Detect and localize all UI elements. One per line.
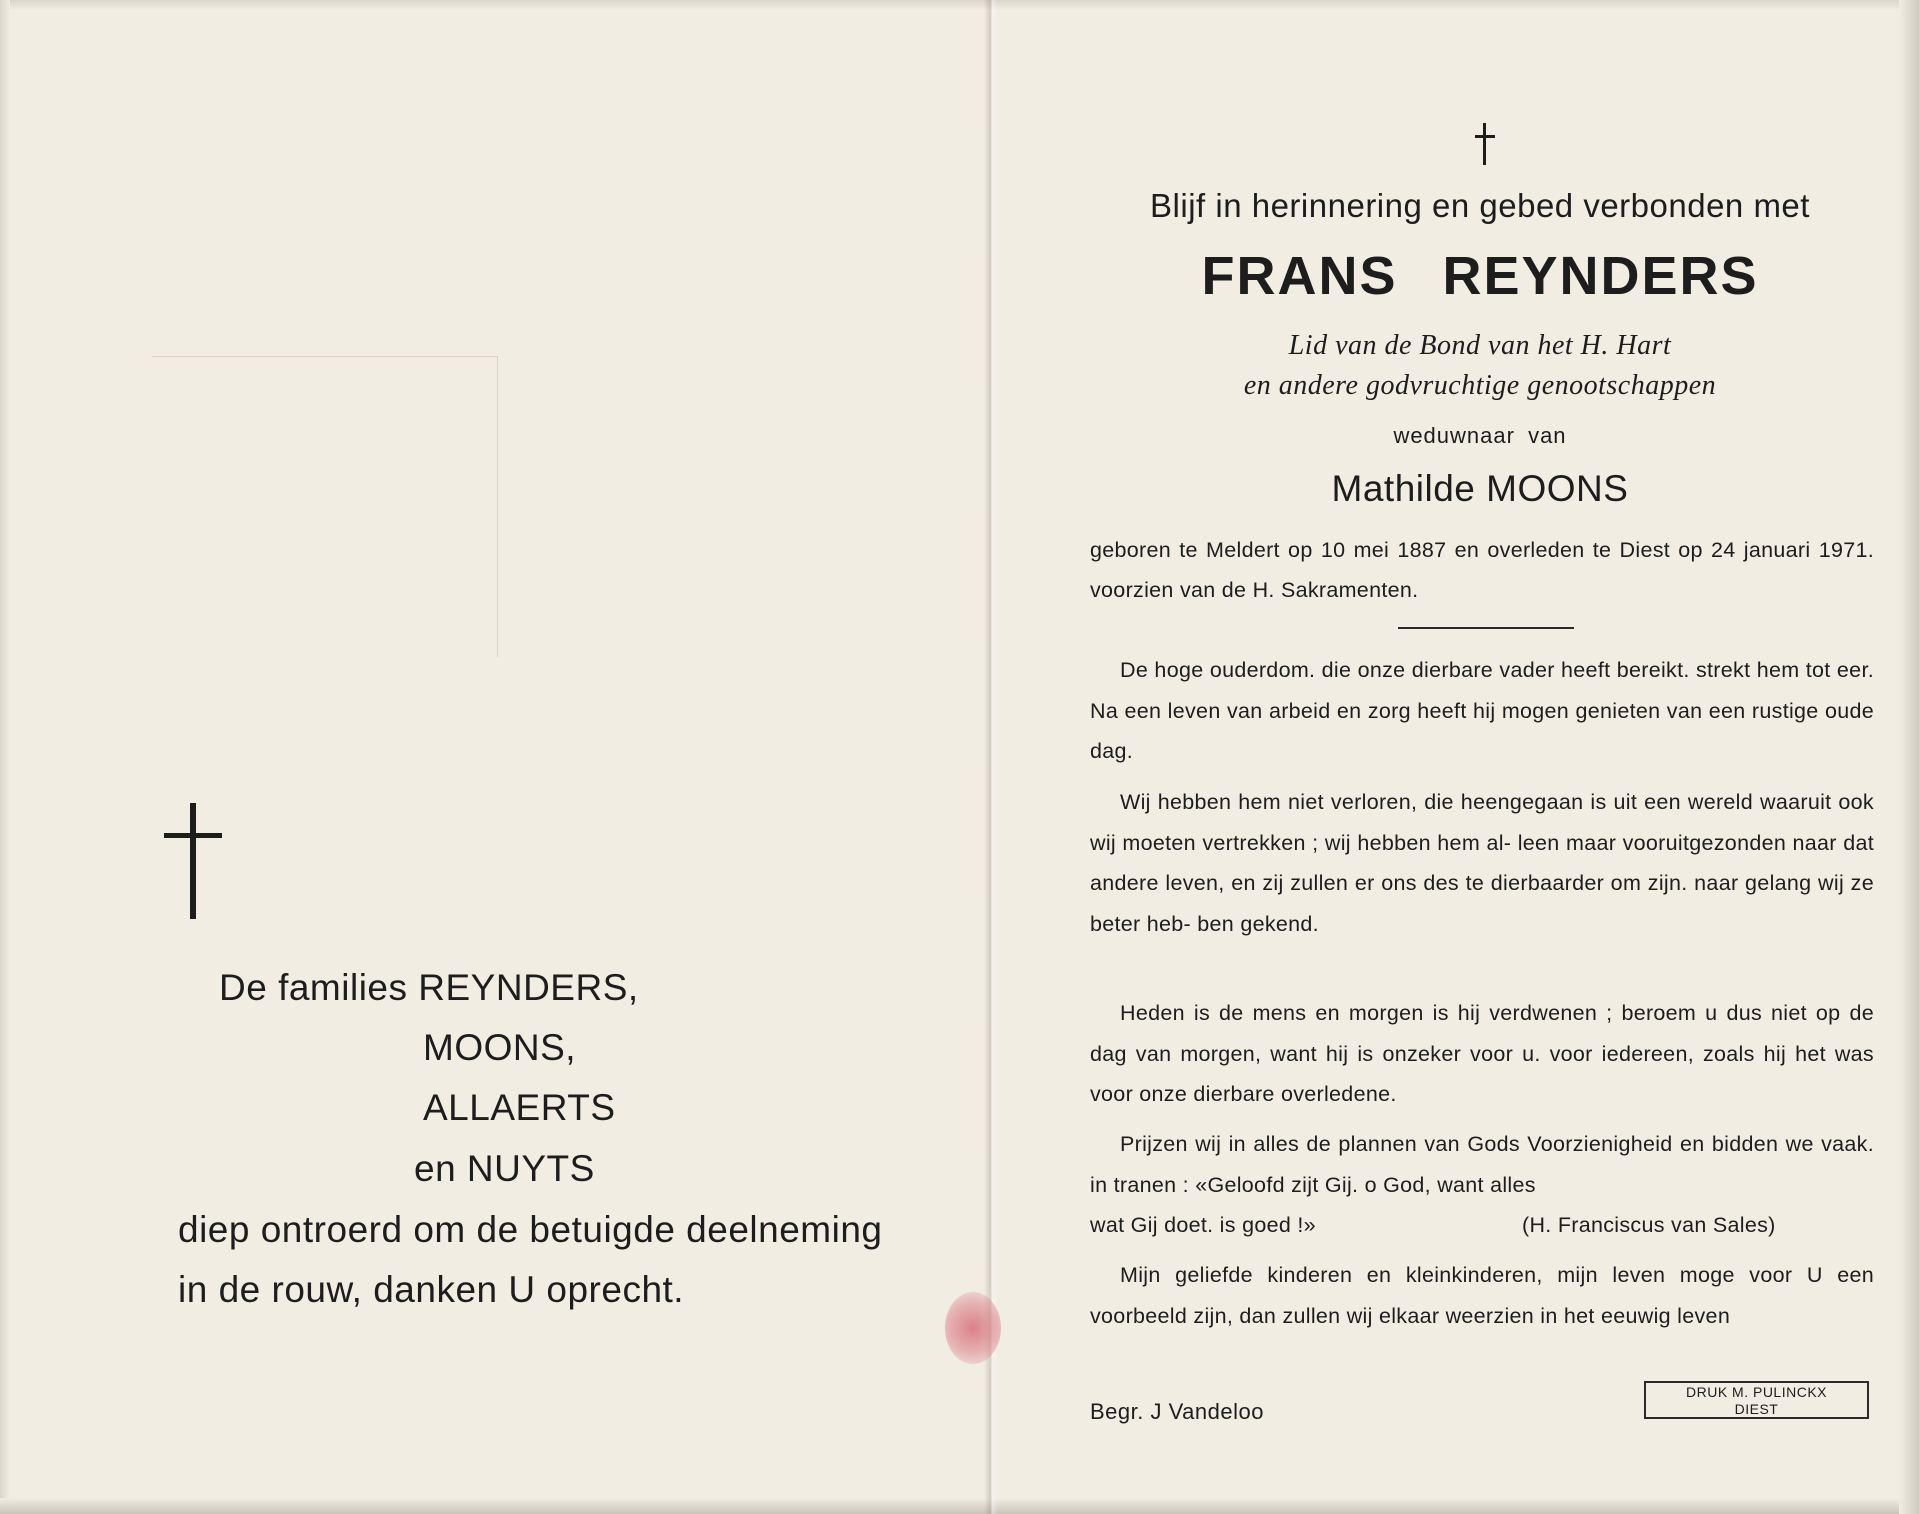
paper-edge-left [0, 0, 10, 1514]
faint-photo-outline [152, 356, 498, 657]
paragraph-5: Mijn geliefde kinderen en kleinkinderen, mijn leven moge voor U een voorbeeld zijn, dan zullen wij elkaar weerzien in het eeuwig leven [1090, 1263, 1874, 1328]
printer-stamp [1644, 1381, 1869, 1419]
paragraph-3: Heden is de mens en morgen is hij verdwenen ; beroem u dus niet op de dag van morgen, want hij is onzeker voor u. voor iedereen, zoals hij het was voor onze dierbare overledene. [1090, 1001, 1874, 1106]
family-line-4: en NUYTS [414, 1148, 595, 1189]
quote-end-line [1090, 1205, 1874, 1246]
ink-smudge [945, 1292, 1001, 1364]
paper-edge-top [0, 0, 1919, 10]
membership-line-2: en andere godvruchtige genootschappen [1243, 370, 1717, 401]
editor-credit: Begr. J Vandeloo [1090, 1399, 1264, 1424]
center-fold [984, 0, 998, 1514]
paragraph-1: De hoge ouderdom. die onze dierbare vader heeft bereikt. strekt hem tot eer. Na een leven van arbeid en zorg heeft hij mogen genieten van een rustige oude dag. [1090, 658, 1874, 763]
cross-icon [1473, 123, 1497, 165]
printer-name: DRUK M. PULINCKX [1685, 1384, 1828, 1400]
paper-edge-bottom [0, 1498, 1919, 1514]
thanks-line-1: diep ontroerd om de betuigde deelneming [178, 1209, 883, 1250]
widower-label: weduwnaar van [1393, 423, 1567, 448]
family-line-1: De families REYNDERS, [219, 967, 639, 1008]
divider [1398, 627, 1574, 629]
paragraph-2: Wij hebben hem niet verloren, die heengegaan is uit een wereld waaruit ook wij moeten vertrekken ; wij hebben hem al- leen maar vooruitgezonden naar dat andere leven, en zij zullen er ons des te dierbaarder om zijn. naar gelang wij ze beter heb- ben gekend. [1090, 790, 1874, 936]
quote-source: (H. Franciscus van Sales) [1522, 1213, 1776, 1237]
memorial-heading: Blijf in herinnering en gebed verbonden met [1150, 187, 1810, 224]
membership-line-1: Lid van de Bond van het H. Hart [1288, 330, 1672, 361]
family-line-3: ALLAERTS [423, 1087, 616, 1128]
paragraph-4: Prijzen wij in alles de plannen van Gods Voorzienigheid en bidden we vaak. in tranen : «Geloofd zijt Gij. o God, want alles [1090, 1132, 1874, 1197]
biography: geboren te Meldert op 10 mei 1887 en overleden te Diest op 24 januari 1971. voorzien van de H. Sakramenten. [1090, 538, 1874, 602]
printer-city: DIEST [1734, 1401, 1779, 1417]
family-line-2: MOONS, [423, 1027, 577, 1068]
thanks-line-2: in de rouw, danken U oprecht. [178, 1269, 685, 1310]
paper-edge-right [1899, 0, 1919, 1514]
cross-icon [164, 803, 222, 919]
deceased-name: FRANS REYNDERS [1201, 246, 1759, 306]
quote-end: wat Gij doet. is goed !» [1090, 1213, 1316, 1237]
spouse-name: Mathilde MOONS [1331, 468, 1629, 509]
